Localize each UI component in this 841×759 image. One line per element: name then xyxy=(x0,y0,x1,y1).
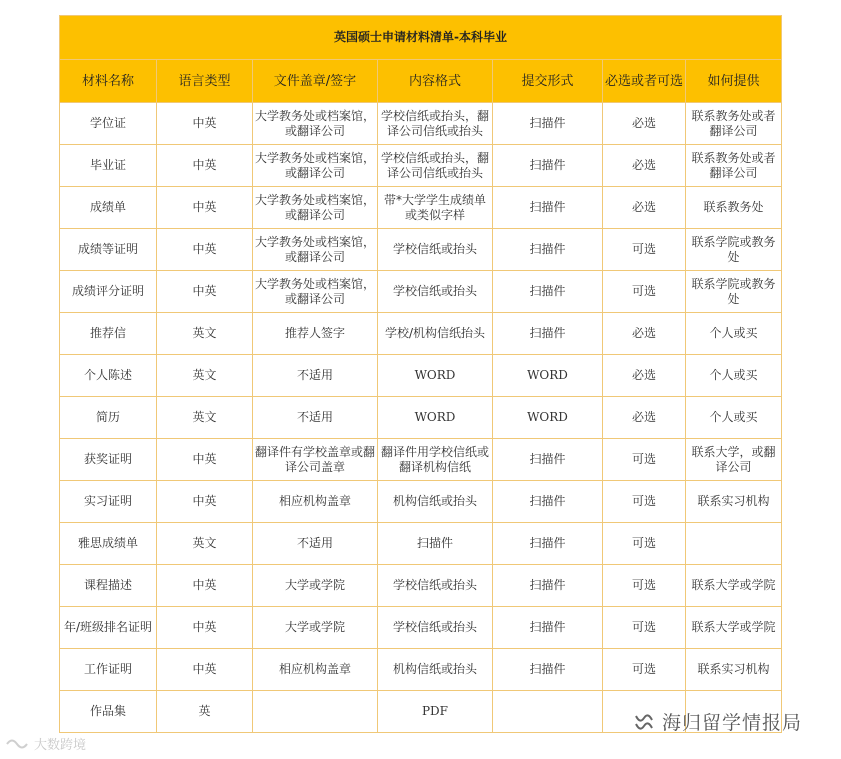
table-cell: 毕业证 xyxy=(60,145,157,187)
table-cell: 大学教务处或档案馆，或翻译公司 xyxy=(253,271,378,313)
table-cell: 联系教务处或者翻译公司 xyxy=(686,103,782,145)
table-row xyxy=(60,481,782,523)
table-cell: 中英 xyxy=(157,187,253,229)
watermark-2 xyxy=(4,734,86,753)
column-header: 如何提供 xyxy=(686,60,782,103)
table-cell: 相应机构盖章 xyxy=(253,649,378,691)
watermark xyxy=(632,708,802,735)
table-cell: 大学或学院 xyxy=(253,565,378,607)
table-cell: 必选 xyxy=(603,103,686,145)
table-cell: 大学教务处或档案馆，或翻译公司 xyxy=(253,187,378,229)
table-cell: 联系实习机构 xyxy=(686,481,782,523)
table-cell: 中英 xyxy=(157,271,253,313)
table-cell: 带*大学学生成绩单或类似字样 xyxy=(378,187,493,229)
table-row xyxy=(60,439,782,481)
table-body xyxy=(60,103,782,733)
table-cell: 学校/机构信纸抬头 xyxy=(378,313,493,355)
table-cell: 学校信纸或抬头 xyxy=(378,607,493,649)
table-cell: WORD xyxy=(378,397,493,439)
table-cell: 中英 xyxy=(157,145,253,187)
table-cell: 必选 xyxy=(603,145,686,187)
watermark-2-text: 大数跨境 xyxy=(34,738,87,753)
table-cell: 扫描件 xyxy=(493,439,603,481)
table-cell: 作品集 xyxy=(60,691,157,733)
table-cell: 中英 xyxy=(157,439,253,481)
table-cell: 联系大学或学院 xyxy=(686,565,782,607)
column-header: 提交形式 xyxy=(493,60,603,103)
table-row xyxy=(60,103,782,145)
table-cell: 机构信纸或抬头 xyxy=(378,481,493,523)
table-cell: 课程描述 xyxy=(60,565,157,607)
table-cell: 中英 xyxy=(157,565,253,607)
table-row xyxy=(60,271,782,313)
table-cell: 工作证明 xyxy=(60,649,157,691)
table-cell: 联系实习机构 xyxy=(686,649,782,691)
table-row xyxy=(60,313,782,355)
brand-logo-icon xyxy=(4,736,30,752)
header-row xyxy=(60,60,782,103)
column-header: 材料名称 xyxy=(60,60,157,103)
table-cell: 可选 xyxy=(603,439,686,481)
table-cell: 学校信纸或抬头，翻译公司信纸或抬头 xyxy=(378,145,493,187)
table-row xyxy=(60,229,782,271)
table-row xyxy=(60,187,782,229)
table-cell: 扫描件 xyxy=(493,271,603,313)
wechat-channel-icon xyxy=(632,710,656,734)
table-cell: WORD xyxy=(493,355,603,397)
table-cell: 不适用 xyxy=(253,397,378,439)
table-cell: 可选 xyxy=(603,481,686,523)
table-cell: WORD xyxy=(378,355,493,397)
table-cell: 成绩评分证明 xyxy=(60,271,157,313)
table-cell: 大学或学院 xyxy=(253,607,378,649)
table-cell: 可选 xyxy=(603,229,686,271)
table-cell: 联系大学，或翻译公司 xyxy=(686,439,782,481)
table-cell: 必选 xyxy=(603,397,686,439)
column-header: 内容格式 xyxy=(378,60,493,103)
table-cell: 翻译件用学校信纸或翻译机构信纸 xyxy=(378,439,493,481)
table-cell: 大学教务处或档案馆，或翻译公司 xyxy=(253,229,378,271)
table-cell: 必选 xyxy=(603,187,686,229)
table-cell xyxy=(253,691,378,733)
column-header: 必选或者可选 xyxy=(603,60,686,103)
table-cell: 翻译件有学校盖章或翻译公司盖章 xyxy=(253,439,378,481)
materials-table xyxy=(59,15,782,733)
table-cell: 学位证 xyxy=(60,103,157,145)
table-cell: 可选 xyxy=(603,565,686,607)
table-row xyxy=(60,397,782,439)
table-cell: 扫描件 xyxy=(493,649,603,691)
table-cell: 英文 xyxy=(157,397,253,439)
table-row xyxy=(60,607,782,649)
table-cell: 中英 xyxy=(157,481,253,523)
table-cell: 大学教务处或档案馆，或翻译公司 xyxy=(253,145,378,187)
table-cell: 学校信纸或抬头 xyxy=(378,271,493,313)
table-cell: WORD xyxy=(493,397,603,439)
table-cell: 简历 xyxy=(60,397,157,439)
table-cell: 个人或买 xyxy=(686,313,782,355)
table-cell: 联系学院或教务处 xyxy=(686,229,782,271)
table-row xyxy=(60,565,782,607)
table-cell: 推荐人签字 xyxy=(253,313,378,355)
table-cell: 必选 xyxy=(603,313,686,355)
table-cell: 可选 xyxy=(603,607,686,649)
column-header: 语言类型 xyxy=(157,60,253,103)
table-cell: 中英 xyxy=(157,103,253,145)
column-header: 文件盖章/签字 xyxy=(253,60,378,103)
table-row xyxy=(60,145,782,187)
table-cell: 扫描件 xyxy=(493,145,603,187)
table-title: 英国硕士申请材料清单-本科毕业 xyxy=(60,16,782,60)
table-cell: 联系学院或教务处 xyxy=(686,271,782,313)
table-cell: 中英 xyxy=(157,607,253,649)
table-cell: 学校信纸或抬头，翻译公司信纸或抬头 xyxy=(378,103,493,145)
table-cell: 个人或买 xyxy=(686,355,782,397)
table-cell: 不适用 xyxy=(253,523,378,565)
table-cell: 雅思成绩单 xyxy=(60,523,157,565)
table-cell: 英文 xyxy=(157,355,253,397)
table-cell: 学校信纸或抬头 xyxy=(378,229,493,271)
table-cell: 必选 xyxy=(603,355,686,397)
table-cell: 可选 xyxy=(603,271,686,313)
table-cell xyxy=(493,691,603,733)
table-cell: 扫描件 xyxy=(493,523,603,565)
table-cell: 扫描件 xyxy=(493,607,603,649)
table-cell: 学校信纸或抬头 xyxy=(378,565,493,607)
table-cell: 机构信纸或抬头 xyxy=(378,649,493,691)
table-cell: 成绩等证明 xyxy=(60,229,157,271)
table-cell: 年/班级排名证明 xyxy=(60,607,157,649)
table-cell: 中英 xyxy=(157,229,253,271)
table-cell: 获奖证明 xyxy=(60,439,157,481)
table-cell: 扫描件 xyxy=(378,523,493,565)
table-cell xyxy=(686,523,782,565)
table-cell: 个人或买 xyxy=(686,397,782,439)
table-cell: 扫描件 xyxy=(493,103,603,145)
table-cell: 不适用 xyxy=(253,355,378,397)
table-cell: 联系教务处或者翻译公司 xyxy=(686,145,782,187)
table-cell: 联系教务处 xyxy=(686,187,782,229)
table-cell: 英文 xyxy=(157,523,253,565)
table-cell: 可选 xyxy=(603,649,686,691)
table-cell: 个人陈述 xyxy=(60,355,157,397)
table-cell: 扫描件 xyxy=(493,565,603,607)
table-cell: 相应机构盖章 xyxy=(253,481,378,523)
table-cell: 成绩单 xyxy=(60,187,157,229)
table-cell: 扫描件 xyxy=(493,313,603,355)
table-cell: PDF xyxy=(378,691,493,733)
table-cell: 推荐信 xyxy=(60,313,157,355)
table-cell: 英文 xyxy=(157,313,253,355)
table-cell: 实习证明 xyxy=(60,481,157,523)
table-cell: 大学教务处或档案馆，或翻译公司 xyxy=(253,103,378,145)
table-cell: 扫描件 xyxy=(493,481,603,523)
table-row xyxy=(60,355,782,397)
table-row xyxy=(60,649,782,691)
table-row xyxy=(60,523,782,565)
table-cell: 中英 xyxy=(157,649,253,691)
table-cell: 扫描件 xyxy=(493,229,603,271)
table-cell: 可选 xyxy=(603,523,686,565)
table-cell: 联系大学或学院 xyxy=(686,607,782,649)
watermark-text: 海归留学情报局 xyxy=(662,712,803,734)
table-cell: 扫描件 xyxy=(493,187,603,229)
table-cell: 英 xyxy=(157,691,253,733)
